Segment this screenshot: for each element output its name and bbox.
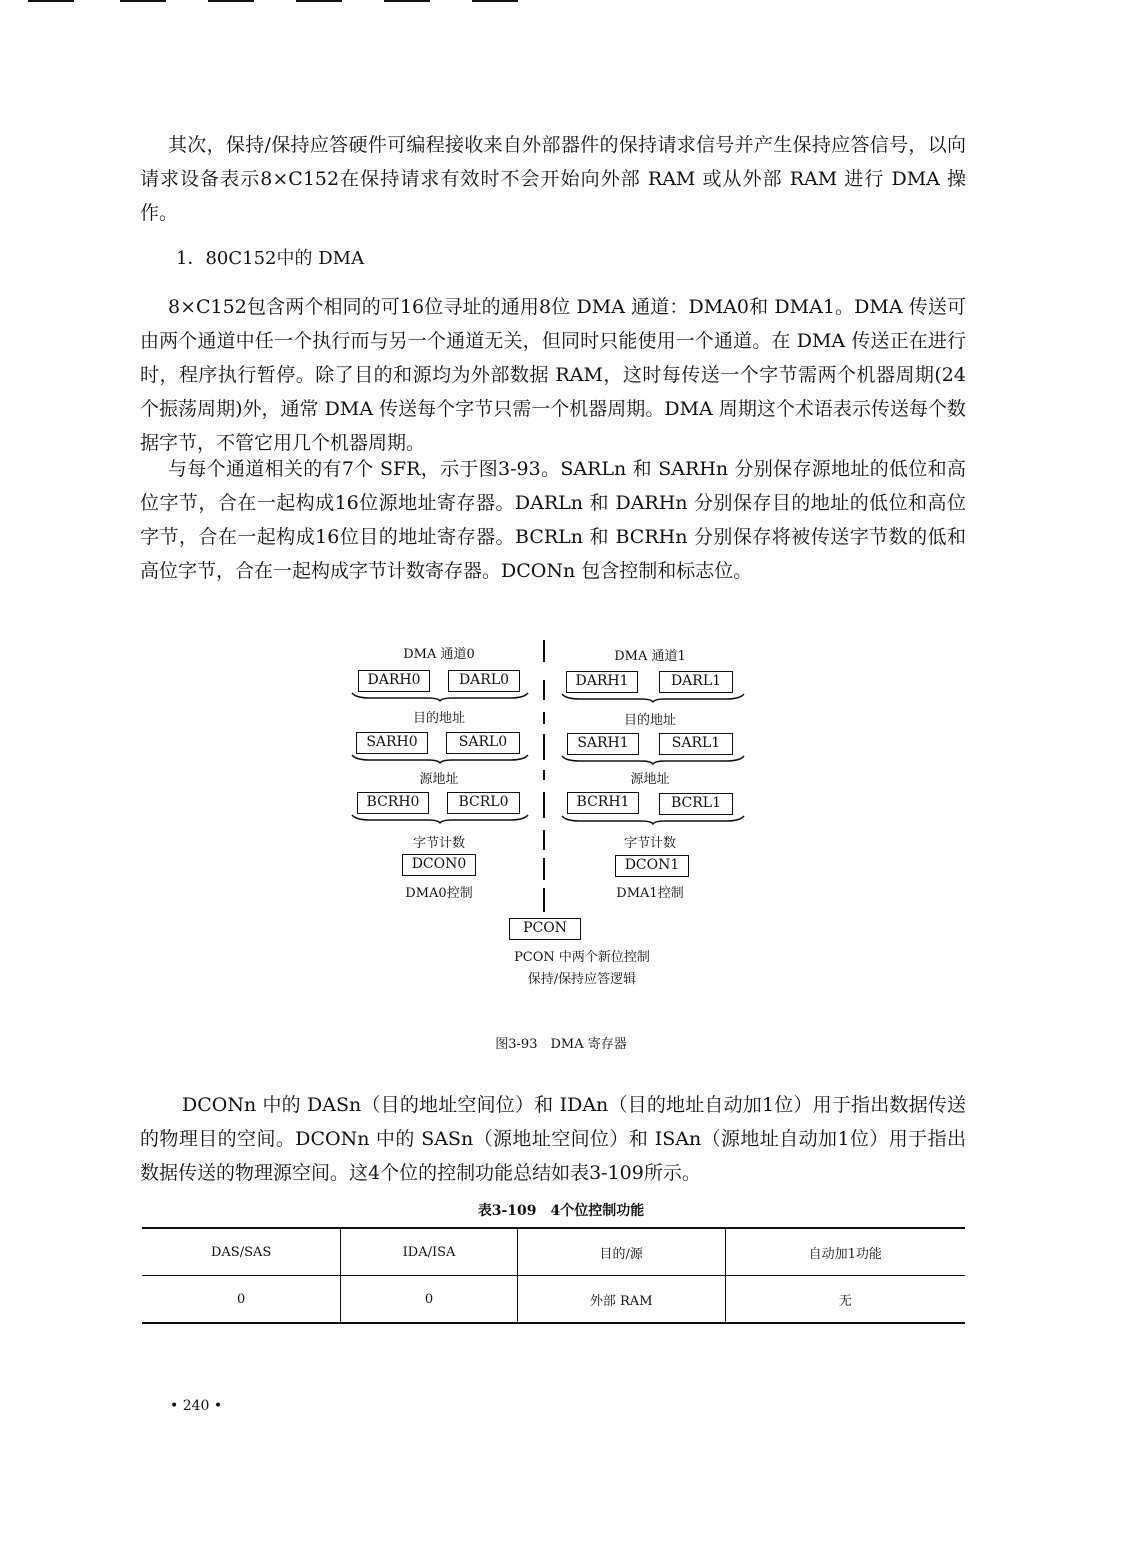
dcon1-register: DCON1 bbox=[615, 855, 689, 877]
col-auto-inc: 自动加1功能 bbox=[725, 1228, 965, 1276]
cell-ida-isa: 0 bbox=[341, 1276, 518, 1324]
col-dest-src: 目的/源 bbox=[517, 1228, 725, 1276]
table-header-row bbox=[142, 1228, 965, 1276]
count1-brace bbox=[560, 815, 746, 825]
bcrh0-register: BCRH0 bbox=[357, 792, 429, 814]
sarh1-register: SARH1 bbox=[567, 733, 639, 755]
channel1-title: DMA 通道1 bbox=[614, 649, 686, 664]
col-das-sas: DAS/SAS bbox=[211, 1244, 272, 1260]
src0-label: 源地址 bbox=[419, 772, 459, 787]
pcon-register: PCON bbox=[509, 918, 581, 940]
bcrl0-register: BCRL0 bbox=[447, 792, 520, 814]
dest1-brace bbox=[560, 693, 746, 703]
paragraph-sfr-description: 与每个通道相关的有7个 SFR，示于图3-93。SARLn 和 SARHn 分别保存源地址的低位和高位字节，合在一起构成16位源地址寄存器。DARLn 和 DARHn 分别保存目的地址的低位和高位字节，合在一起构成16位目的地址寄存器。BCRLn 和 BCRHn 分别保存将被传送字节数的低和高位字节，合在一起构成字节计数寄存器。DCONn 包含控制和标志位。 bbox=[140, 458, 966, 582]
darh1-register: DARH1 bbox=[566, 671, 638, 693]
bcrh1-register: BCRH1 bbox=[567, 792, 639, 814]
dest0-brace bbox=[350, 692, 530, 702]
channel0-title: DMA 通道0 bbox=[403, 647, 475, 662]
paragraph-dcon-bits: DCONn 中的 DASn（目的地址空间位）和 IDAn（目的地址自动加1位）用于指出数据传送的物理目的空间。DCONn 中的 SASn（源地址空间位）和 ISAn（源地址自动加1位）用于指出数据传送的物理源空间。这4个位的控制功能总结如表3-109所示。 bbox=[140, 1094, 966, 1184]
count0-brace bbox=[350, 814, 530, 824]
cell-auto-inc: 无 bbox=[725, 1276, 965, 1324]
dest1-label: 目的地址 bbox=[623, 713, 676, 728]
col-ida-isa: IDA/ISA bbox=[341, 1228, 518, 1276]
section-heading: 1．80C152中的 DMA bbox=[176, 248, 365, 269]
count1-label: 字节计数 bbox=[623, 836, 676, 851]
cell-das-sas: 0 bbox=[237, 1291, 246, 1307]
cell-dest-src: 外部 RAM bbox=[517, 1276, 725, 1324]
darl1-register: DARL1 bbox=[659, 671, 733, 693]
top-edge-rules bbox=[28, 0, 528, 4]
dest0-label: 目的地址 bbox=[412, 711, 465, 726]
control-function-table bbox=[142, 1227, 965, 1324]
darl0-register: DARL0 bbox=[448, 670, 520, 692]
src1-label: 源地址 bbox=[630, 772, 670, 787]
sarl0-register: SARL0 bbox=[446, 732, 520, 754]
dcon0-register: DCON0 bbox=[402, 854, 476, 876]
pcon-label: PCON 中两个新位控制 bbox=[514, 950, 650, 965]
table-title: 表3-109 4个位控制功能 bbox=[477, 1203, 645, 1219]
hold-ack-label: 保持/保持应答逻辑 bbox=[527, 972, 637, 987]
page-number: • 240 • bbox=[170, 1398, 223, 1414]
bcrl1-register: BCRL1 bbox=[659, 793, 733, 815]
table-row bbox=[142, 1276, 965, 1324]
figure-caption: 图3-93 DMA 寄存器 bbox=[495, 1037, 627, 1052]
sarl1-register: SARL1 bbox=[659, 733, 733, 755]
src0-brace bbox=[350, 754, 530, 764]
sarh0-register: SARH0 bbox=[356, 732, 428, 754]
count0-label: 字节计数 bbox=[412, 836, 465, 851]
paragraph-dma-channels: 8×C152包含两个相同的可16位寻址的通用8位 DMA 通道：DMA0和 DMA1。DMA 传送可由两个通道中任一个执行而与另一个通道无关，但同时只能使用一个通道。在 DMA 传送正在进行时，程序执行暂停。除了目的和源均为外部数据 RAM，这时每传送一个字节需两个机器周期(24个振荡周期)外，通常 DMA 传送每个字节只需一个机器周期。DMA 周期这个术语表示传送每个数据字节，不管它用几个机器周期。 bbox=[140, 296, 966, 454]
src1-brace bbox=[560, 755, 746, 765]
control0-label: DMA0控制 bbox=[405, 886, 473, 901]
paragraph-hold-ack: 其次，保持/保持应答硬件可编程接收来自外部器件的保持请求信号并产生保持应答信号，以向请求设备表示8×C152在保持请求有效时不会开始向外部 RAM 或从外部 RAM 进行 DMA 操作。 bbox=[140, 134, 966, 224]
darh0-register: DARH0 bbox=[358, 670, 430, 692]
control1-label: DMA1控制 bbox=[616, 886, 684, 901]
